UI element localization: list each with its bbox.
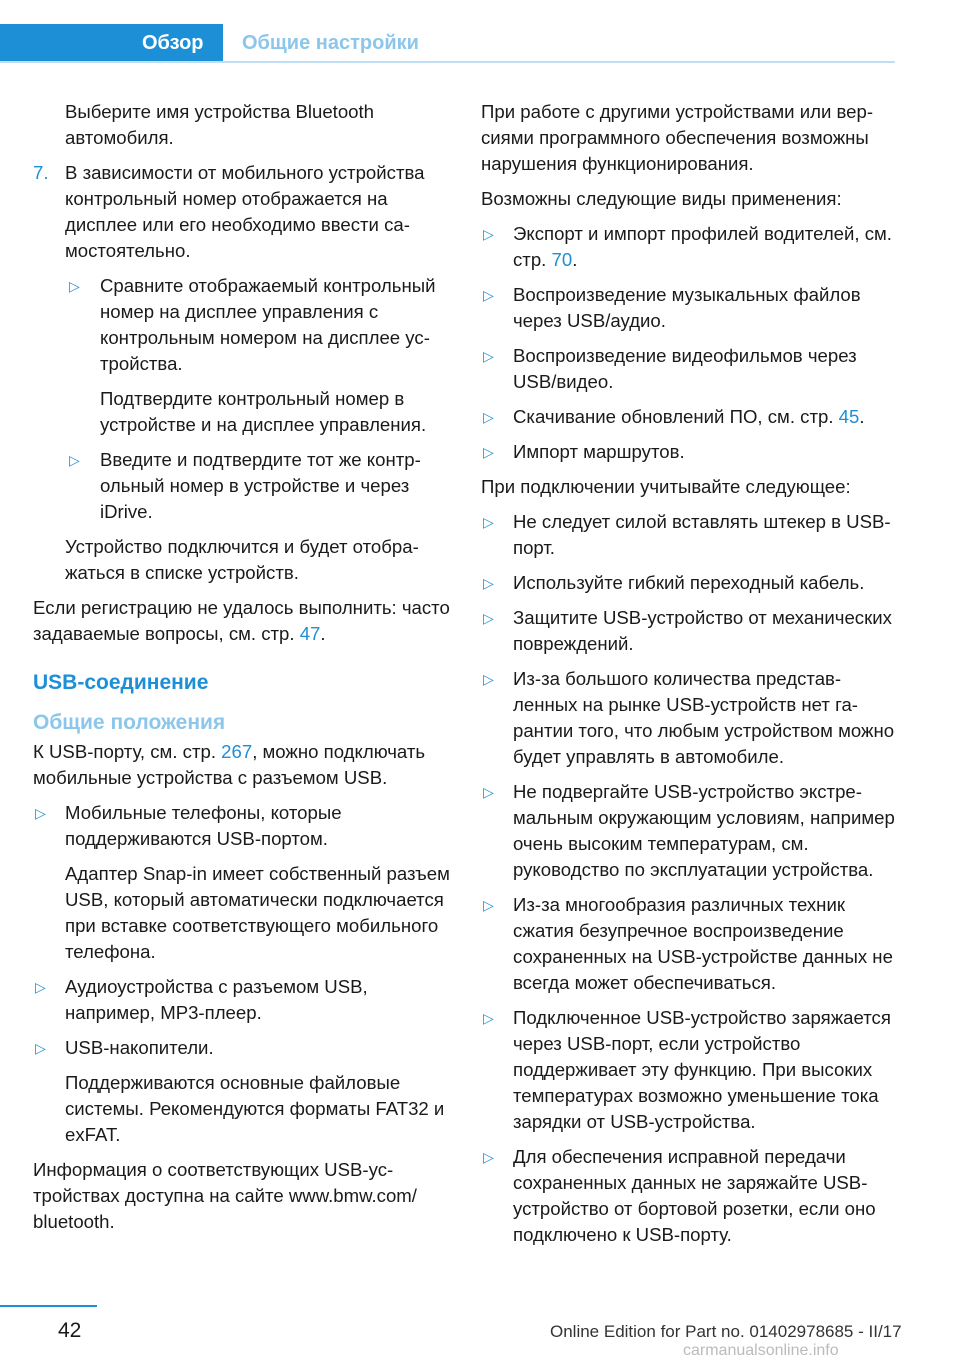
step-text: В зависимости от мобильного устройства контрольный номер отображается на дисплее или его необходимо ввести самостоятельно. bbox=[65, 162, 425, 261]
bullet-arrow-icon: ▷ bbox=[483, 287, 494, 303]
bullet-arrow-icon: ▷ bbox=[483, 444, 494, 460]
list-item bbox=[481, 509, 896, 561]
list-item bbox=[481, 221, 896, 273]
paragraph-connected: Устройство подключится и будет отображаться в списке устройств. bbox=[65, 536, 419, 583]
page-link-70[interactable]: 70 bbox=[551, 249, 573, 270]
paragraph-notes-intro: При подключении учитывайте следующее: bbox=[481, 476, 851, 497]
paragraph-usb-port bbox=[33, 739, 453, 791]
paragraph-select-name: Выберите имя устройства Bluetooth автомобиля. bbox=[65, 101, 375, 148]
page-number: 42 bbox=[58, 1319, 82, 1342]
list-item-subtext: Адаптер Snap-in имеет собственный разъем USB, который автоматически подключается при вставке соответствующего мобильного телефона. bbox=[65, 863, 450, 962]
bullet-arrow-icon: ▷ bbox=[483, 671, 494, 687]
list-item-text: Защитите USB-устройство от механических повреждений. bbox=[513, 607, 892, 654]
text: Скачивание обновлений ПО, см. стр. bbox=[513, 406, 839, 427]
list-item bbox=[481, 1144, 896, 1248]
text: , можно подключать мобильные устройства с разъемом USB. bbox=[33, 741, 426, 788]
list-item bbox=[33, 1035, 453, 1061]
list-item-subtext: Поддерживаются основные файловые системы. Рекомендуются форматы FAT32 и exFAT. bbox=[65, 1072, 445, 1145]
bullet-arrow-icon: ▷ bbox=[483, 1010, 494, 1026]
paragraph-info: Информация о соответствующих USB-устройствах доступна на сайте www.bmw.com/ bluetooth. bbox=[33, 1159, 417, 1232]
list-item bbox=[481, 779, 896, 883]
paragraph-registration-failed bbox=[33, 595, 453, 647]
list-item-subtext: Подтвердите контрольный номер в устройстве и на дисплее управления. bbox=[100, 388, 427, 435]
list-item bbox=[481, 282, 896, 334]
list-item bbox=[481, 1005, 896, 1135]
left-column bbox=[33, 99, 453, 1244]
list-item-text: Из-за большого количества представленных на рынке USB-устройств нет гарантии того, что любым устройством можно будет управлять в автомобиле. bbox=[513, 668, 895, 767]
tab-overview[interactable]: Обзор bbox=[0, 24, 223, 62]
text: . bbox=[320, 623, 326, 644]
text: . bbox=[859, 406, 865, 427]
list-item-text: Мобильные телефоны, которые поддерживаются USB-портом. bbox=[65, 802, 342, 849]
bullet-arrow-icon: ▷ bbox=[483, 348, 494, 364]
step-number: 7. bbox=[33, 162, 49, 183]
list-item bbox=[481, 404, 896, 430]
bullet-arrow-icon: ▷ bbox=[483, 784, 494, 800]
bullet-arrow-icon: ▷ bbox=[69, 452, 80, 468]
list-item-text: Из-за многообразия различных техник сжатия безупречное воспроизведение сохраненных на USB-устройстве данных не всегда может обеспечиваться. bbox=[513, 894, 893, 993]
bullet-arrow-icon: ▷ bbox=[483, 575, 494, 591]
text: . bbox=[572, 249, 578, 270]
list-item bbox=[481, 570, 896, 596]
list-item bbox=[33, 447, 453, 525]
list-item bbox=[33, 273, 453, 377]
section-heading-usb: USB-соединение bbox=[33, 671, 209, 694]
list-item bbox=[33, 800, 453, 852]
bullet-arrow-icon: ▷ bbox=[483, 514, 494, 530]
page-link-267[interactable]: 267 bbox=[221, 741, 253, 762]
bullet-arrow-icon: ▷ bbox=[483, 610, 494, 626]
step-7 bbox=[33, 160, 453, 264]
list-item bbox=[481, 605, 896, 657]
list-item-text: Воспроизведение видеофильмов через USB/видео. bbox=[513, 345, 857, 392]
page-link-45[interactable]: 45 bbox=[838, 406, 860, 427]
list-item-text: Сравните отображаемый контрольный номер на дисплее управления с контрольным номером на дисплее устройства. bbox=[100, 275, 436, 374]
bullet-arrow-icon: ▷ bbox=[35, 979, 46, 995]
list-item-text: Не подвергайте USB-устройство экстремальным окружающим условиям, например очень высоким температурам, см. руководство по эксплуатации устройства. bbox=[513, 781, 895, 880]
text: Если регистрацию не удалось выполнить: часто задаваемые вопросы, см. стр. bbox=[33, 597, 450, 644]
list-item bbox=[481, 343, 896, 395]
list-item-text: Импорт маршрутов. bbox=[513, 441, 685, 462]
list-item-text: USB-накопители. bbox=[65, 1037, 214, 1058]
list-item bbox=[481, 439, 896, 465]
bullet-arrow-icon: ▷ bbox=[69, 278, 80, 294]
paragraph-compatibility: При работе с другими устройствами или версиями программного обеспечения возможны нарушения функционирования. bbox=[481, 101, 874, 174]
header-divider bbox=[0, 61, 895, 63]
paragraph-uses-intro: Возможны следующие виды применения: bbox=[481, 188, 842, 209]
page-header bbox=[0, 0, 895, 64]
bullet-arrow-icon: ▷ bbox=[483, 1149, 494, 1165]
footer-rule bbox=[0, 1305, 97, 1307]
list-item-text: Используйте гибкий переходный кабель. bbox=[513, 572, 865, 593]
list-item-text: Воспроизведение музыкальных файлов через USB/аудио. bbox=[513, 284, 861, 331]
text: Экспорт и импорт профилей водителей, см. стр. bbox=[513, 223, 892, 270]
subsection-heading-general: Общие положения bbox=[33, 711, 226, 734]
list-item-text: Не следует силой вставлять штекер в USB-порт. bbox=[513, 511, 891, 558]
tab-general-settings[interactable]: Общие настройки bbox=[242, 32, 419, 54]
list-item bbox=[481, 666, 896, 770]
list-item-text: Подключенное USB-устройство заряжается через USB-порт, если устройство поддерживает эту функцию. При высоких температурах возможно уменьшение тока зарядки от USB-устройства. bbox=[513, 1007, 891, 1132]
bullet-arrow-icon: ▷ bbox=[35, 1040, 46, 1056]
list-item bbox=[33, 974, 453, 1026]
bullet-arrow-icon: ▷ bbox=[483, 897, 494, 913]
watermark: carmanualsonline.info bbox=[683, 1342, 839, 1359]
edition-info: Online Edition for Part no. 01402978685 - II/17 bbox=[550, 1322, 902, 1341]
list-item bbox=[481, 892, 896, 996]
right-column bbox=[481, 99, 896, 1257]
page-link-47[interactable]: 47 bbox=[299, 623, 321, 644]
list-item-text: Для обеспечения исправной передачи сохраненных данных не заряжайте USB-устройство от бортовой розетки, если оно подключено к USB-порту. bbox=[513, 1146, 876, 1245]
bullet-arrow-icon: ▷ bbox=[483, 226, 494, 242]
list-item-text: Введите и подтвердите тот же контрольный номер в устройстве и через iDrive. bbox=[100, 449, 421, 522]
bullet-arrow-icon: ▷ bbox=[483, 409, 494, 425]
bullet-arrow-icon: ▷ bbox=[35, 805, 46, 821]
text: К USB-порту, см. стр. bbox=[33, 741, 222, 762]
list-item-text: Аудиоустройства с разъемом USB, например, MP3-плеер. bbox=[65, 976, 368, 1023]
